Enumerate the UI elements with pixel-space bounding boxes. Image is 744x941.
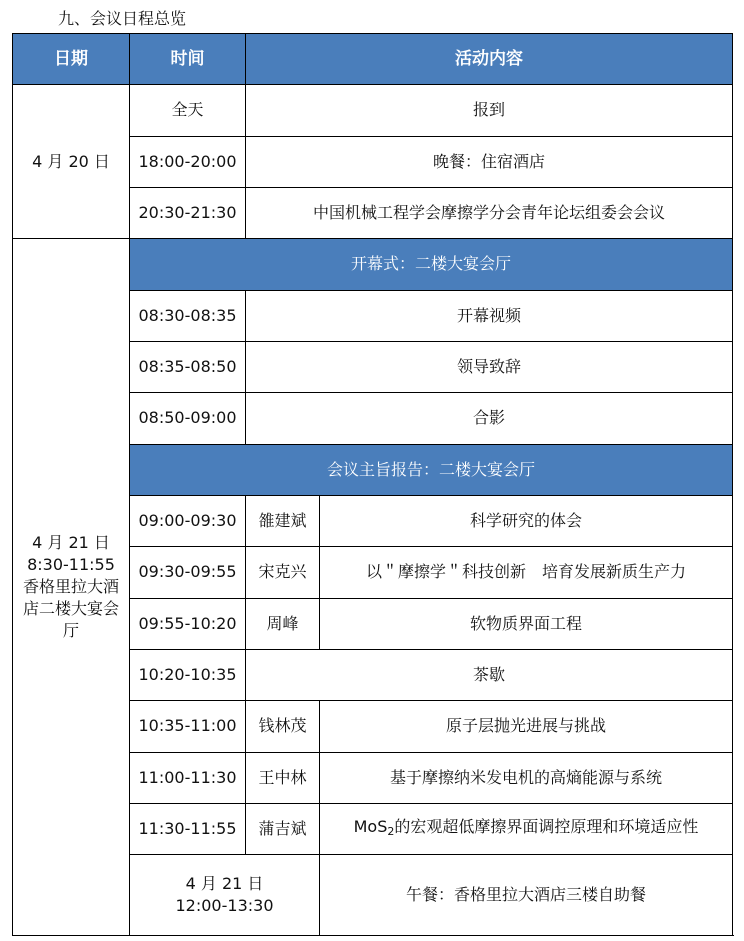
content-cell: 合影 xyxy=(246,393,733,444)
speaker-cell: 王中林 xyxy=(246,752,320,803)
speaker-cell: 蒲吉斌 xyxy=(246,803,320,854)
date-cell-apr21-lunch xyxy=(130,855,320,936)
time-cell: 10:20-10:35 xyxy=(130,649,246,700)
date-line: 店二楼大宴会 xyxy=(22,599,119,619)
content-cell: 茶歇 xyxy=(246,649,733,700)
talk-title-prefix: MoS xyxy=(353,816,388,836)
agenda-table xyxy=(12,33,733,936)
table-row xyxy=(13,85,733,136)
time-cell: 18:00-20:00 xyxy=(130,136,246,187)
time-cell: 08:35-08:50 xyxy=(130,341,246,392)
date-line: 4 月 21 日 xyxy=(32,533,110,553)
section-heading: 九、会议日程总览 xyxy=(58,9,187,28)
table-row xyxy=(13,239,733,290)
talk-title-cell xyxy=(320,803,733,854)
content-cell: 晚餐：住宿酒店 xyxy=(246,136,733,187)
date-line: 4 月 21 日 xyxy=(185,874,264,894)
content-cell: 领导致辞 xyxy=(246,341,733,392)
time-cell: 20:30-21:30 xyxy=(130,187,246,238)
opening-band: 开幕式：二楼大宴会厅 xyxy=(130,239,733,290)
date-cell-apr21-morning xyxy=(13,239,130,936)
speaker-cell: 周峰 xyxy=(246,598,320,649)
talk-title-cell: 科学研究的体会 xyxy=(320,495,733,546)
date-line: 8:30-11:55 xyxy=(27,555,115,575)
col-header-date: 日期 xyxy=(13,34,130,85)
content-cell: 中国机械工程学会摩擦学分会青年论坛组委会会议 xyxy=(246,187,733,238)
header-row xyxy=(13,34,733,85)
time-cell: 09:30-09:55 xyxy=(130,547,246,598)
keynote-band: 会议主旨报告：二楼大宴会厅 xyxy=(130,444,733,495)
time-cell: 09:55-10:20 xyxy=(130,598,246,649)
talk-title-rest: 的宏观超低摩擦界面调控原理和环境适应性 xyxy=(394,816,699,836)
time-cell: 11:30-11:55 xyxy=(130,803,246,854)
date-line: 厅 xyxy=(62,621,79,641)
time-cell: 08:30-08:35 xyxy=(130,290,246,341)
talk-title-cell: 以＂摩擦学＂科技创新 培育发展新质生产力 xyxy=(320,547,733,598)
speaker-cell: 钱林茂 xyxy=(246,701,320,752)
time-cell: 10:35-11:00 xyxy=(130,701,246,752)
date-line: 12:00-13:30 xyxy=(175,896,274,916)
content-cell: 开幕视频 xyxy=(246,290,733,341)
time-cell: 全天 xyxy=(130,85,246,136)
speaker-cell: 雒建斌 xyxy=(246,495,320,546)
time-cell: 08:50-09:00 xyxy=(130,393,246,444)
date-cell-apr20: 4 月 20 日 xyxy=(13,85,130,239)
col-header-time: 时间 xyxy=(130,34,246,85)
time-cell: 09:00-09:30 xyxy=(130,495,246,546)
time-cell: 11:00-11:30 xyxy=(130,752,246,803)
content-cell: 午餐：香格里拉大酒店三楼自助餐 xyxy=(320,855,733,936)
date-line: 香格里拉大酒 xyxy=(22,577,119,597)
content-cell: 报到 xyxy=(246,85,733,136)
speaker-cell: 宋克兴 xyxy=(246,547,320,598)
talk-title-cell: 软物质界面工程 xyxy=(320,598,733,649)
col-header-content: 活动内容 xyxy=(246,34,733,85)
talk-title-cell: 原子层抛光进展与挑战 xyxy=(320,701,733,752)
talk-title-subscript: 2 xyxy=(387,824,395,838)
talk-title-cell: 基于摩擦纳米发电机的高熵能源与系统 xyxy=(320,752,733,803)
